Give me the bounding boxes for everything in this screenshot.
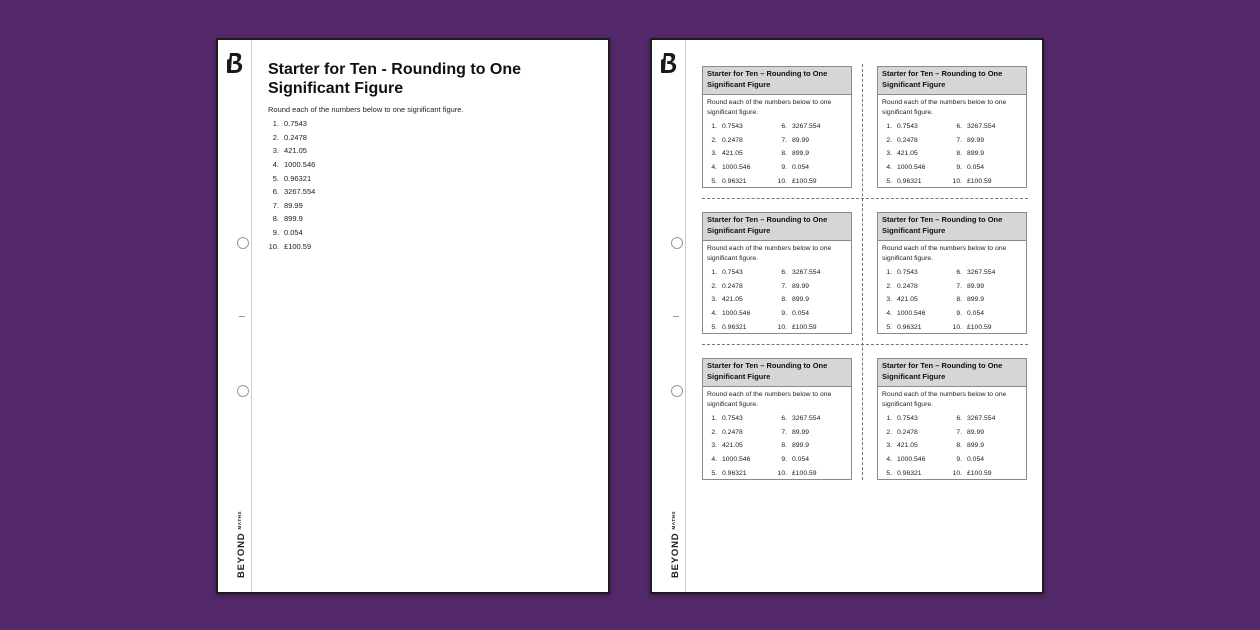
question-item: [268, 226, 596, 240]
brand-subname: MATHS: [671, 510, 676, 530]
sheet-margin: [652, 40, 686, 592]
question-value: 899.9: [967, 442, 985, 450]
question-value: 3267.554: [967, 269, 996, 277]
brand-label: [235, 488, 247, 578]
card-question: [777, 293, 847, 307]
question-number: 5.: [711, 323, 717, 331]
question-value: 899.9: [284, 214, 303, 224]
question-number: 1.: [711, 123, 717, 131]
question-value: 0.2478: [284, 132, 307, 142]
question-number: 3.: [711, 296, 717, 304]
card-question: [882, 466, 952, 480]
card-question: [777, 439, 847, 453]
card-title: Starter for Ten – Rounding to One Significant Figure: [878, 359, 1026, 387]
question-value: 1000.546: [897, 164, 926, 172]
card-question: [882, 174, 952, 188]
card-title: Starter for Ten – Rounding to One Significant Figure: [878, 213, 1026, 241]
card-question-grid: [703, 412, 851, 480]
question-number: 4.: [711, 164, 717, 172]
question-number: 7.: [781, 428, 787, 436]
question-number: 9.: [956, 310, 962, 318]
card-instruction: Round each of the numbers below to one significant figure.: [707, 391, 832, 408]
question-value: 421.05: [284, 146, 307, 156]
card-question: [777, 426, 847, 440]
card-question: [882, 134, 952, 148]
question-number: 4.: [886, 456, 892, 464]
card-question: [952, 307, 1022, 321]
question-number: 3.: [886, 150, 892, 158]
question-number: 10.: [777, 323, 787, 331]
card-title: Starter for Ten – Rounding to One Significant Figure: [703, 67, 851, 95]
question-value: 1000.546: [897, 456, 926, 464]
card-question: [707, 453, 777, 467]
question-value: £100.59: [792, 177, 817, 185]
card-question: [952, 280, 1022, 294]
question-value: 3267.554: [792, 415, 821, 423]
question-value: 0.96321: [722, 177, 747, 185]
question-value: 89.99: [792, 282, 810, 290]
question-value: £100.59: [967, 323, 992, 331]
question-number: 10.: [952, 177, 962, 185]
card-question: [707, 174, 777, 188]
card-question-grid: [878, 266, 1026, 334]
question-value: 0.7543: [897, 123, 918, 131]
card-question: [882, 293, 952, 307]
card-question: [777, 266, 847, 280]
card-question: [882, 120, 952, 134]
question-value: 0.7543: [722, 123, 743, 131]
question-number: 7.: [956, 428, 962, 436]
starter-card: [702, 66, 852, 188]
card-title: Starter for Ten – Rounding to One Significant Figure: [703, 213, 851, 241]
question-value: 0.054: [284, 228, 303, 238]
question-value: 0.2478: [897, 136, 918, 144]
question-value: 421.05: [722, 150, 743, 158]
card-question: [952, 161, 1022, 175]
question-number: 5.: [886, 469, 892, 477]
card-question: [952, 134, 1022, 148]
question-value: 0.2478: [722, 282, 743, 290]
question-value: 0.96321: [897, 177, 922, 185]
card-question: [707, 293, 777, 307]
question-number: 1.: [711, 269, 717, 277]
question-number: 2.: [711, 428, 717, 436]
question-number: 8.: [781, 296, 787, 304]
question-number: 2.: [272, 132, 279, 142]
card-question: [707, 307, 777, 321]
brand-name: BEYOND: [670, 532, 681, 578]
question-value: 89.99: [967, 428, 985, 436]
question-number: 8.: [956, 150, 962, 158]
question-value: 3267.554: [792, 269, 821, 277]
card-instruction: Round each of the numbers below to one significant figure.: [882, 245, 1007, 262]
card-question: [882, 307, 952, 321]
question-number: 1.: [886, 415, 892, 423]
cut-line-horizontal: [702, 344, 1028, 345]
question-number: 4.: [272, 160, 279, 170]
starter-card: [877, 66, 1027, 188]
question-number: 2.: [711, 282, 717, 290]
question-number: 3.: [886, 296, 892, 304]
question-value: 0.96321: [897, 469, 922, 477]
card-question: [707, 412, 777, 426]
starter-card: [702, 358, 852, 480]
card-question-grid: [703, 120, 851, 188]
question-value: 421.05: [722, 296, 743, 304]
card-question: [882, 280, 952, 294]
card-question: [707, 120, 777, 134]
card-question: [952, 120, 1022, 134]
question-value: 899.9: [967, 150, 985, 158]
question-value: £100.59: [284, 241, 312, 251]
question-value: 0.2478: [897, 428, 918, 436]
question-number: 3.: [711, 442, 717, 450]
punch-hole: [671, 237, 683, 249]
card-question: [777, 134, 847, 148]
beyond-logo-icon: [227, 52, 244, 74]
question-number: 3.: [886, 442, 892, 450]
question-number: 4.: [886, 164, 892, 172]
card-question-grid: [878, 412, 1026, 480]
card-question: [777, 174, 847, 188]
question-value: 1000.546: [897, 310, 926, 318]
card-question: [777, 453, 847, 467]
question-number: 6.: [956, 269, 962, 277]
question-value: 3267.554: [967, 415, 996, 423]
cut-line-vertical: [862, 64, 863, 480]
question-value: 421.05: [897, 296, 918, 304]
card-question: [777, 466, 847, 480]
question-number: 10.: [777, 177, 787, 185]
question-number: 7.: [956, 282, 962, 290]
question-number: 4.: [711, 456, 717, 464]
card-question: [952, 147, 1022, 161]
question-number: 1.: [886, 269, 892, 277]
question-number: 5.: [886, 323, 892, 331]
worksheet-full: [216, 38, 610, 594]
question-number: 8.: [272, 214, 279, 224]
question-value: 89.99: [792, 136, 810, 144]
question-value: 3267.554: [967, 123, 996, 131]
card-question: [707, 280, 777, 294]
question-item: [268, 158, 596, 172]
question-number: 5.: [711, 177, 717, 185]
question-number: 10.: [952, 469, 962, 477]
question-value: 0.7543: [722, 415, 743, 423]
card-question-grid: [703, 266, 851, 334]
card-title: Starter for Ten – Rounding to One Significant Figure: [703, 359, 851, 387]
card-question: [707, 266, 777, 280]
question-value: 421.05: [722, 442, 743, 450]
question-value: 0.2478: [722, 428, 743, 436]
question-value: 0.054: [967, 310, 985, 318]
starter-card: [877, 358, 1027, 480]
question-item: [268, 239, 596, 253]
question-item: [268, 117, 596, 131]
punch-hole: [237, 237, 249, 249]
question-value: 0.7543: [284, 119, 307, 129]
question-number: 6.: [956, 415, 962, 423]
card-question: [952, 174, 1022, 188]
question-value: 0.054: [792, 456, 810, 464]
card-question: [777, 147, 847, 161]
question-value: 1000.546: [722, 310, 751, 318]
question-value: 89.99: [284, 200, 303, 210]
question-number: 9.: [272, 228, 279, 238]
question-number: 2.: [886, 428, 892, 436]
cut-line-horizontal: [702, 198, 1028, 199]
question-item: [268, 131, 596, 145]
question-number: 7.: [272, 200, 279, 210]
card-instruction: Round each of the numbers below to one significant figure.: [707, 245, 832, 262]
card-instruction: Round each of the numbers below to one significant figure.: [882, 391, 1007, 408]
question-value: 89.99: [792, 428, 810, 436]
question-item: [268, 212, 596, 226]
question-number: 4.: [886, 310, 892, 318]
punch-hole: [671, 385, 683, 397]
card-question: [952, 439, 1022, 453]
instruction-text: Round each of the numbers below to one significant figure.: [268, 105, 464, 114]
question-number: 6.: [956, 123, 962, 131]
question-value: 89.99: [967, 136, 985, 144]
card-question: [777, 412, 847, 426]
question-value: 899.9: [792, 296, 810, 304]
question-value: 3267.554: [792, 123, 821, 131]
brand-subname: MATHS: [237, 510, 242, 530]
question-number: 3.: [272, 146, 279, 156]
question-value: £100.59: [792, 469, 817, 477]
card-question: [882, 147, 952, 161]
card-question: [777, 161, 847, 175]
question-number: 6.: [781, 269, 787, 277]
card-question: [882, 453, 952, 467]
card-question: [707, 320, 777, 334]
question-number: 2.: [711, 136, 717, 144]
question-number: 9.: [781, 310, 787, 318]
question-number: 5.: [711, 469, 717, 477]
question-number: 4.: [711, 310, 717, 318]
card-question: [952, 320, 1022, 334]
question-number: 6.: [781, 123, 787, 131]
card-question: [707, 466, 777, 480]
question-number: 9.: [956, 164, 962, 172]
fold-mark: [239, 316, 245, 317]
card-question: [707, 134, 777, 148]
question-value: 0.2478: [897, 282, 918, 290]
card-question: [952, 412, 1022, 426]
card-question-grid: [878, 120, 1026, 188]
question-value: 89.99: [967, 282, 985, 290]
question-number: 7.: [781, 136, 787, 144]
sheet-margin: [218, 40, 252, 592]
question-number: 8.: [956, 296, 962, 304]
card-question: [882, 266, 952, 280]
starter-card: [702, 212, 852, 334]
card-question: [707, 147, 777, 161]
question-value: 0.96321: [284, 173, 312, 183]
question-value: 0.96321: [897, 323, 922, 331]
question-value: 0.2478: [722, 136, 743, 144]
question-value: 0.96321: [722, 469, 747, 477]
question-value: 899.9: [967, 296, 985, 304]
beyond-logo-icon: [661, 52, 678, 74]
question-list: [268, 117, 596, 253]
question-number: 1.: [886, 123, 892, 131]
question-value: 0.054: [967, 456, 985, 464]
question-value: 899.9: [792, 150, 810, 158]
card-question: [777, 120, 847, 134]
question-value: 0.054: [792, 164, 810, 172]
question-value: 0.054: [967, 164, 985, 172]
fold-mark: [673, 316, 679, 317]
question-number: 6.: [272, 187, 279, 197]
question-number: 10.: [268, 241, 279, 251]
question-value: 0.054: [792, 310, 810, 318]
card-question: [882, 439, 952, 453]
question-number: 10.: [952, 323, 962, 331]
card-question: [707, 439, 777, 453]
card-question: [952, 466, 1022, 480]
punch-hole: [237, 385, 249, 397]
question-value: 1000.546: [722, 456, 751, 464]
question-number: 8.: [781, 442, 787, 450]
question-value: 421.05: [897, 442, 918, 450]
card-question: [777, 280, 847, 294]
card-title: Starter for Ten – Rounding to One Significant Figure: [878, 67, 1026, 95]
question-number: 8.: [781, 150, 787, 158]
question-number: 1.: [272, 119, 279, 129]
question-number: 5.: [272, 173, 279, 183]
question-value: 0.7543: [897, 269, 918, 277]
card-question: [707, 426, 777, 440]
card-question: [952, 266, 1022, 280]
question-number: 2.: [886, 282, 892, 290]
brand-label: [669, 488, 681, 578]
question-number: 10.: [777, 469, 787, 477]
card-question: [882, 320, 952, 334]
question-number: 7.: [781, 282, 787, 290]
question-item: [268, 199, 596, 213]
question-value: 1000.546: [722, 164, 751, 172]
worksheet-cards: [650, 38, 1044, 594]
question-item: [268, 185, 596, 199]
question-value: £100.59: [967, 177, 992, 185]
card-question: [952, 453, 1022, 467]
question-number: 1.: [711, 415, 717, 423]
question-number: 3.: [711, 150, 717, 158]
question-number: 9.: [781, 164, 787, 172]
worksheet-content: [268, 60, 596, 253]
card-instruction: Round each of the numbers below to one significant figure.: [707, 99, 832, 116]
card-question: [707, 161, 777, 175]
card-instruction: Round each of the numbers below to one significant figure.: [882, 99, 1007, 116]
question-item: [268, 171, 596, 185]
question-number: 8.: [956, 442, 962, 450]
brand-name: BEYOND: [236, 532, 247, 578]
question-value: 421.05: [897, 150, 918, 158]
question-value: 3267.554: [284, 187, 316, 197]
question-number: 5.: [886, 177, 892, 185]
question-number: 7.: [956, 136, 962, 144]
card-question: [777, 320, 847, 334]
question-item: [268, 144, 596, 158]
card-question: [952, 293, 1022, 307]
question-number: 9.: [956, 456, 962, 464]
question-value: 0.7543: [897, 415, 918, 423]
question-value: 0.7543: [722, 269, 743, 277]
card-question: [882, 412, 952, 426]
question-value: 0.96321: [722, 323, 747, 331]
card-question: [882, 426, 952, 440]
card-question: [952, 426, 1022, 440]
page-title: Starter for Ten - Rounding to One Significant Figure: [268, 61, 522, 97]
card-question: [882, 161, 952, 175]
starter-card: [877, 212, 1027, 334]
question-number: 6.: [781, 415, 787, 423]
question-number: 9.: [781, 456, 787, 464]
question-value: £100.59: [967, 469, 992, 477]
question-value: £100.59: [792, 323, 817, 331]
question-number: 2.: [886, 136, 892, 144]
card-question: [777, 307, 847, 321]
question-value: 899.9: [792, 442, 810, 450]
question-value: 1000.546: [284, 160, 316, 170]
